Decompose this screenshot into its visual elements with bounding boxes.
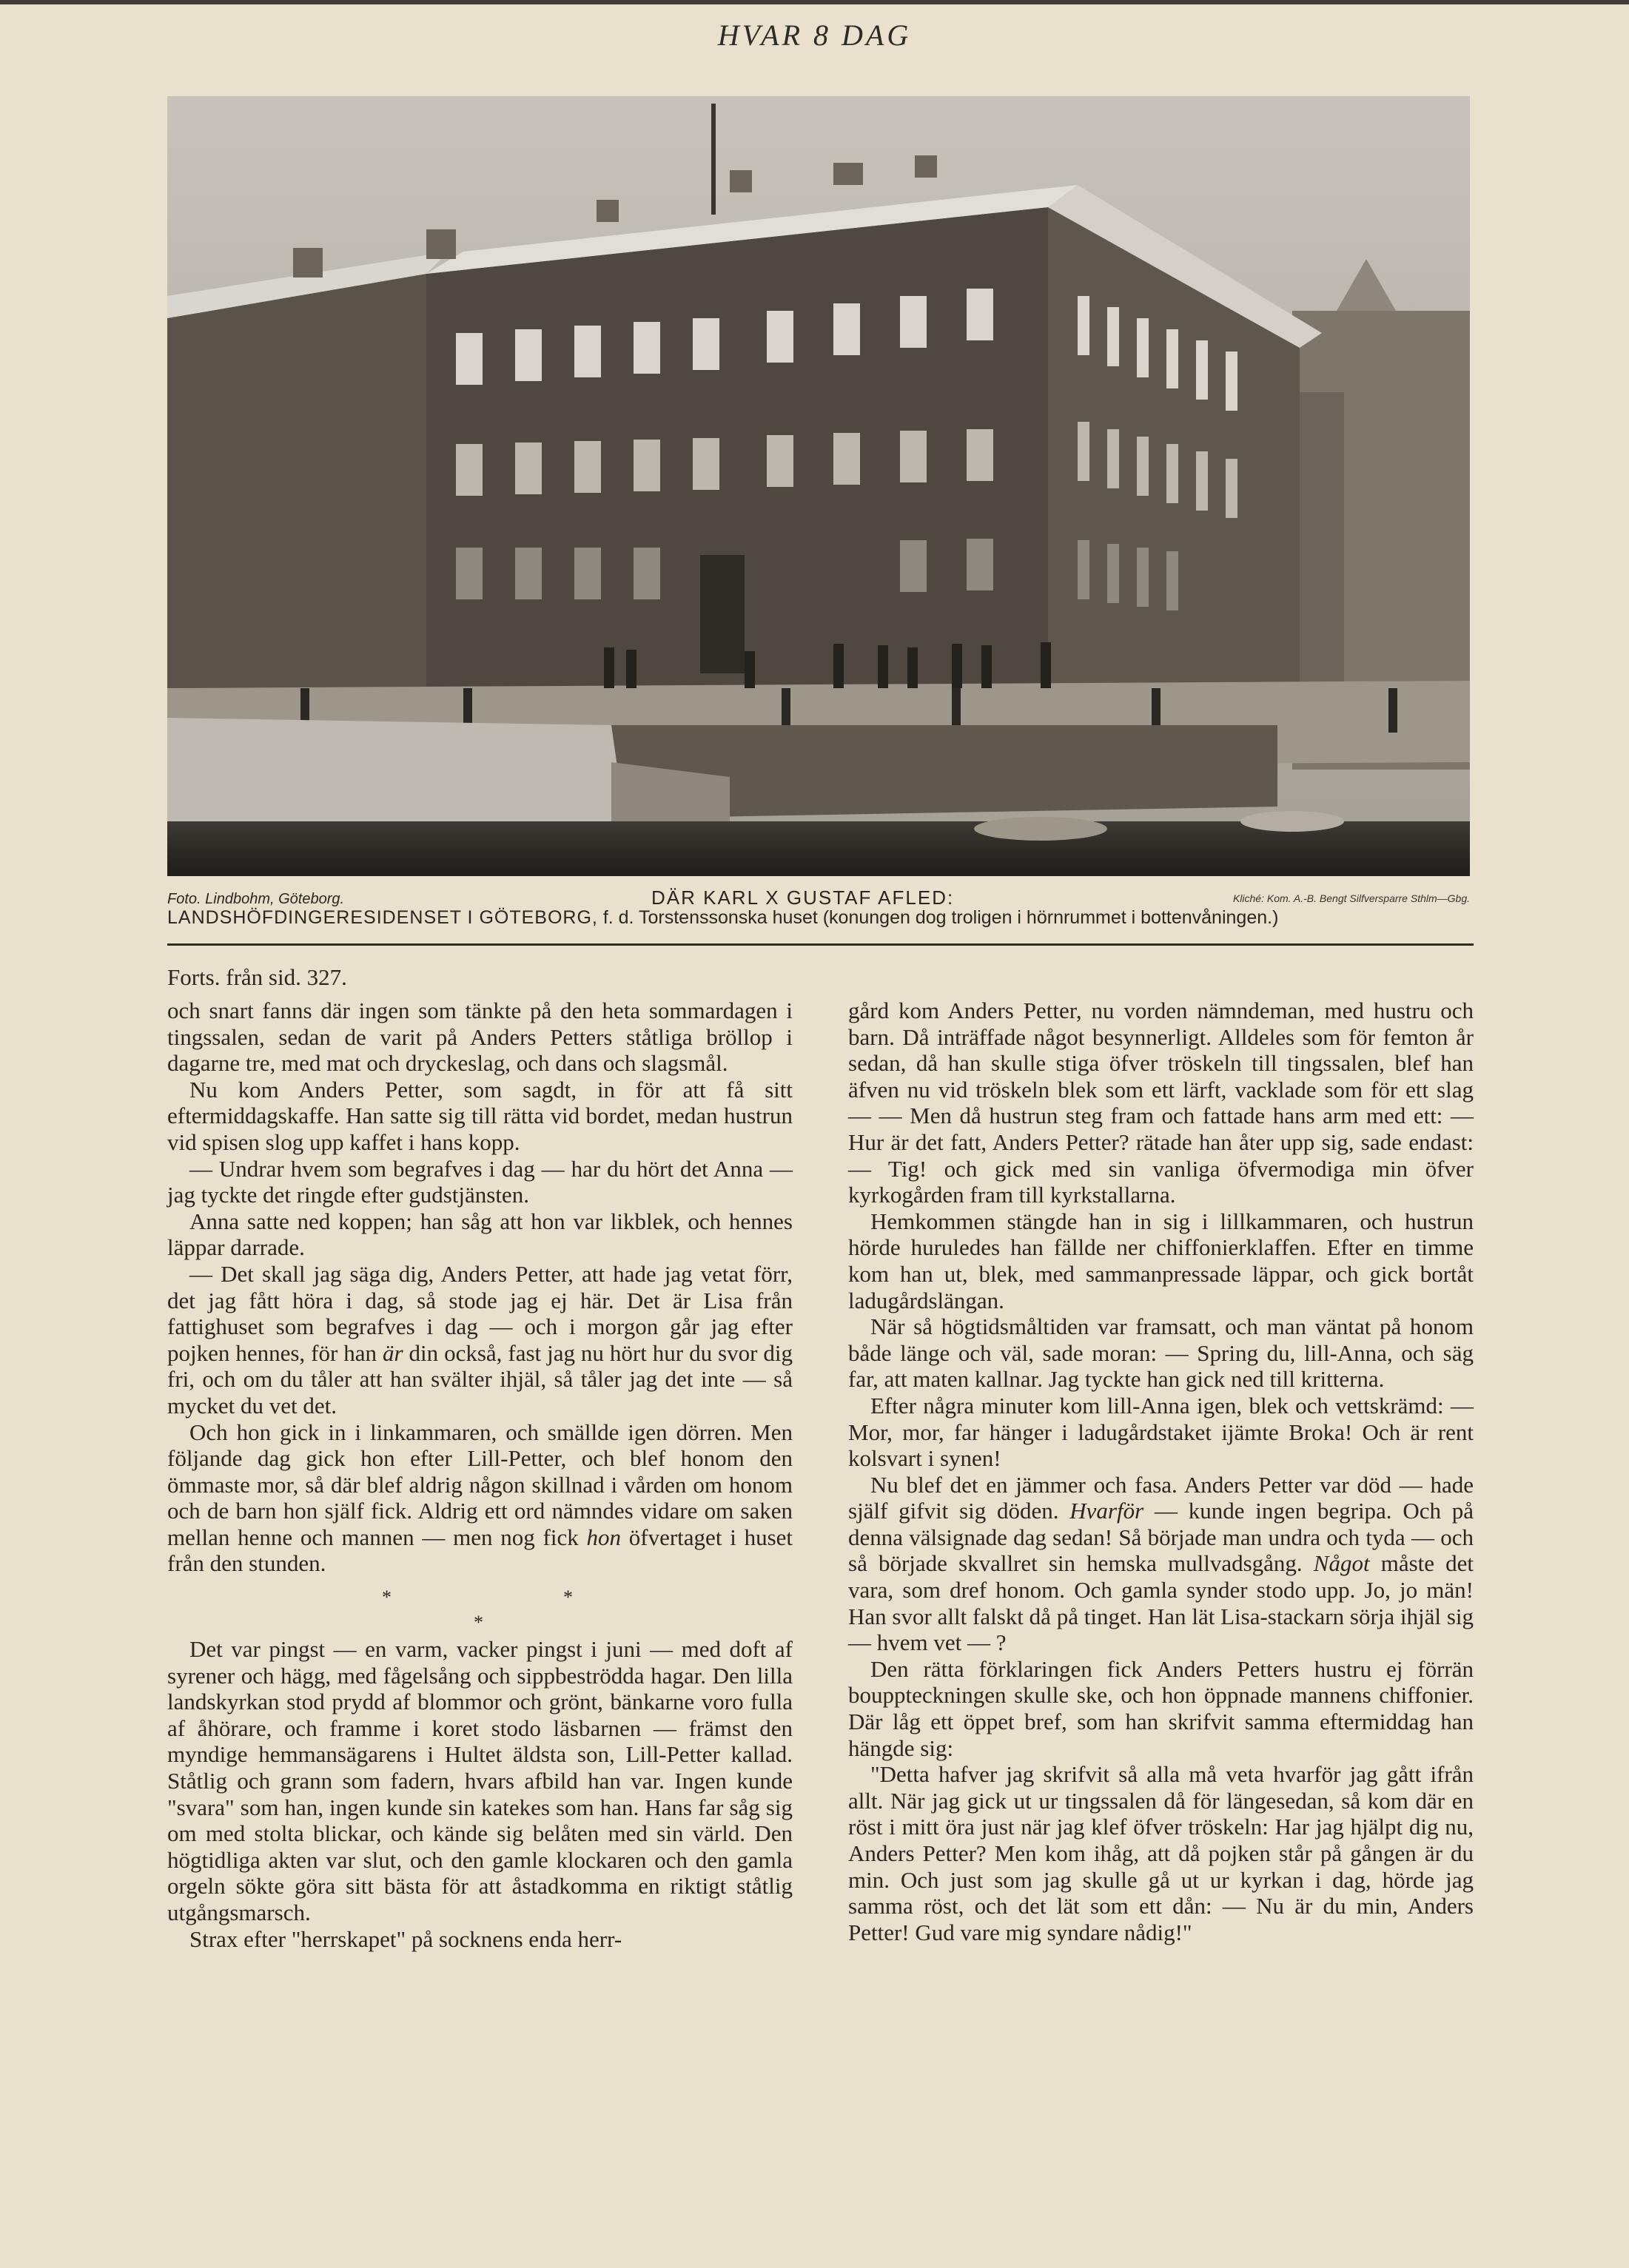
star-ornament: * xyxy=(563,1586,573,1609)
paragraph: "Detta hafver jag skrifvit så alla må veta hvarför jag gått ifrån allt. När jag gick ut ur tingssalen då för längesedan, så kom där en röst i mitt öra just när jag klef öfver tröskeln: Har jag hjälpt dig nu, Anders Petter? Men kom ihåg, att då pojken står på gången är du min. Och just som jag skulle gå ut ur kyrkan i dag, hörde jag samma röst, och det lät som ett dån: — Nu är du min, Anders Petter! Gud vare mig syndare nådig!" xyxy=(848,1761,1474,1945)
paragraph: gård kom Anders Petter, nu vorden nämndeman, med hustru och barn. Då inträffade något besynnerligt. Alldeles som för femton år sedan, då han skulle stiga öfver tröskeln till tingssalen, blef han äfven nu vid tröskeln blek som ett lärft, vacklade som för ett slag — — Men då hustrun steg fram och fattade hans arm med ett: — Hur är det fatt, Anders Petter? rätade han åter upp sig, sade endast: — Tig! och gick med sin vanliga öfvermodiga min öfver kyrkogården fram till kyrkstallarna. xyxy=(848,997,1474,1208)
paragraph: När så högtidsmåltiden var framsatt, och man väntat på honom både länge och väl, sade moran: — Spring du, lill-Anna, och säg far, att maten kallnar. Jag tyckte han gick ned till kritterna. xyxy=(848,1313,1474,1393)
emphasis: är xyxy=(382,1339,403,1366)
paragraph: — Undrar hvem som begrafves i dag — har du hört det Anna — jag tyckte det ringde efter gudstjänsten. xyxy=(167,1155,793,1208)
emphasis: Något xyxy=(1313,1550,1370,1577)
text-run: öfvertaget i huset från den stunden. xyxy=(167,1524,793,1577)
text-run: — Det skall jag säga dig, Anders Petter, att hade jag vetat förr, det jag fått höra i dag, så stode jag ej här. Det är Lisa från fattighuset som begrafves i dag — och i morgon går jag efter pojken hennes, för han xyxy=(167,1260,793,1366)
caption-rule xyxy=(167,943,1474,946)
text-run: Nu blef det en jämmer och fasa. Anders Petter var död — hade själf gifvit sig döden. xyxy=(848,1471,1474,1524)
article-column-right xyxy=(848,997,1474,1945)
emphasis: hon xyxy=(586,1524,621,1550)
article-column-left xyxy=(167,997,793,1952)
paragraph: Det var pingst — en varm, vacker pingst i juni — med doft af syrener och hägg, med fågelsång och sippbeströdda hagar. Den lilla landskyrkan stod prydd af blommor och grönt, bänkarne voro fulla af åhörare, och framme i koret stodo läsbarnen — främst den myndige hemmansägarens i Hultet äldsta son, Lill-Petter kallad. Ståtlig och grann som fadern, hvars afbild han var. Ingen kunde "svara" som han, ingen kunde sin katekes som han. Hans far såg sig om med stolta blickar, och kände sig belåten med sin värld. Den högtidliga akten var slut, och den gamle klockaren och den gamla orgeln sökte göra sitt bästa för att åstadkomma en riktigt ståtlig utgångsmarsch. xyxy=(167,1636,793,1925)
caption-line xyxy=(167,907,1474,929)
text-run: måste det vara, som dref honom. Och gamla synder stodo upp. Jo, jo män! Han svor allt falskt då på tinget. Han lät Lisa-stackarn sörja ihjäl sig — hvem vet — ? xyxy=(848,1550,1474,1656)
text-run: Och hon gick in i linkammaren, och smällde igen dörren. Men följande dag gick hon efter Lill-Petter, och blef honom den ömmaste mor, så där blef aldrig någon skillnad i vården om honom och de barn hon själf fick. Aldrig ett ord nämndes vidare om saken mellan henne och mannen — men nog fick xyxy=(167,1419,793,1550)
photo-drawing xyxy=(167,96,1470,876)
paragraph: Hemkommen stängde han in sig i lillkammaren, och hustrun hörde huruledes han fällde ner chiffonierklaffen. Efter en timme kom han ut, blek, med sammanpressade läppar, och gick bortåt ladugårdslängan. xyxy=(848,1208,1474,1313)
paragraph: Strax efter "herrskapet" på socknens enda herr- xyxy=(189,1925,622,1952)
emphasis: Hvarför xyxy=(1069,1498,1144,1524)
section-break xyxy=(167,1577,793,1636)
caption-detail: f. d. Torstenssonska huset (konungen dog troligen i hörnrummet i bottenvåningen.) xyxy=(602,907,1279,928)
photo-residence xyxy=(167,96,1470,876)
star-ornament: * xyxy=(474,1612,483,1634)
star-ornament: * xyxy=(382,1586,392,1609)
page-top-edge xyxy=(0,0,1629,4)
cliche-credit: Kliché: Kom. A.-B. Bengt Silfversparre Sthlm—Gbg. xyxy=(1232,892,1470,904)
paragraph xyxy=(848,1472,1474,1656)
photo-icon xyxy=(167,96,1470,876)
paragraph: och snart fanns där ingen som tänkte på den heta sommardagen i tingssalen, sedan de varit på Anders Petters ståtliga bröllop i dagarne tre, med mat och dryckeslag, och dans och slagsmål. xyxy=(167,997,793,1077)
continued-from: Forts. från sid. 327. xyxy=(167,964,347,990)
photo-credit: Foto. Lindbohm, Göteborg. xyxy=(167,891,345,907)
running-title: HVAR 8 DAG xyxy=(717,18,912,52)
text-run: — kunde ingen begripa. Och på denna välsignade dag sedan! Så började man undra och tyda — och så började skvallret sin hemska mullvadsgång. xyxy=(848,1498,1474,1577)
caption-place: LANDSHÖFDINGERESIDENSET I GÖTEBORG, xyxy=(167,907,598,928)
caption-title: DÄR KARL X GUSTAF AFLED: xyxy=(651,886,955,909)
text-run: din också, fast jag nu hört hur du svor dig fri, och om du tåler att han svälter ihjäl, så tåler jag det inte — så mycket du vet det. xyxy=(167,1339,793,1419)
paragraph: Anna satte ned koppen; han såg att hon var likblek, och hennes läppar darrade. xyxy=(167,1208,793,1261)
paragraph xyxy=(167,1261,793,1419)
paragraph: Nu kom Anders Petter, som sagdt, in för att få sitt eftermiddagskaffe. Han satte sig till rätta vid bordet, medan hustrun vid spisen slog upp kaffet i hans kopp. xyxy=(167,1076,793,1155)
paragraph: Den rätta förklaringen fick Anders Petters hustru ej förrän bouppteckningen skulle ske, och hon öppnade mannens chiffonier. Där låg ett öppet bref, som han skrifvit samma eftermiddag han hängde sig: xyxy=(848,1655,1474,1761)
paragraph xyxy=(167,1419,793,1578)
paragraph: Efter några minuter kom lill-Anna igen, blek och vettskrämd: — Mor, mor, far hänger i ladugårdstaket ijämte Broka! Och är rent kolsvart i synen! xyxy=(848,1392,1474,1472)
